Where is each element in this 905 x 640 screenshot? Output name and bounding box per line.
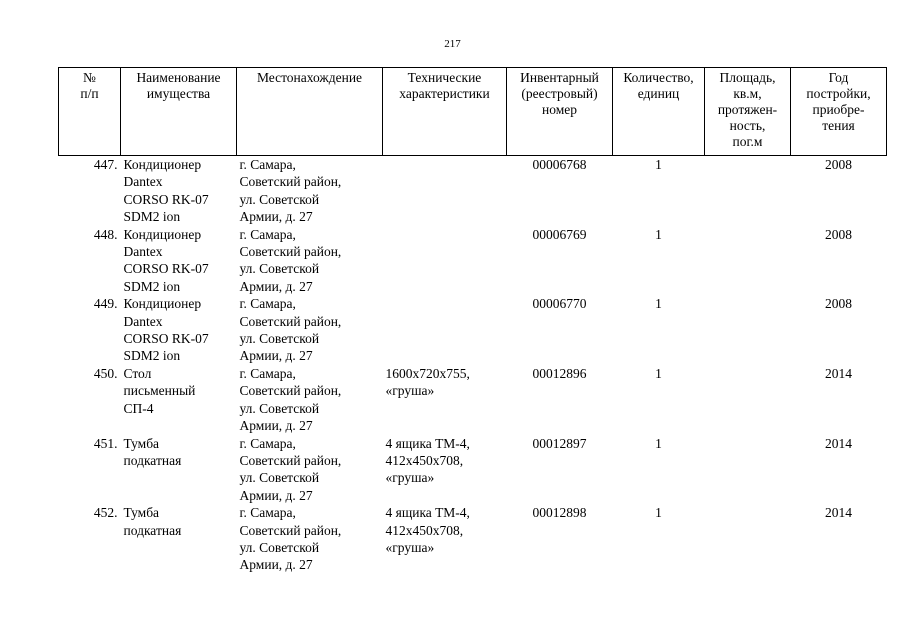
row-number-cell: 452. xyxy=(93,505,118,521)
location-line: Советский район, xyxy=(239,313,342,329)
property-name-line: SDM2 ion xyxy=(123,209,181,225)
property-name-line: Кондиционер xyxy=(123,157,202,172)
property-name-line: CORSO RK-07 xyxy=(123,191,209,207)
row-number-cell: 448. xyxy=(93,226,118,242)
location-line: Советский район, xyxy=(239,244,342,260)
location-cell xyxy=(237,504,383,574)
property-name-line: CORSO RK-07 xyxy=(123,261,209,277)
property-name-line: SDM2 ion xyxy=(123,348,181,364)
location-line: ул. Советской xyxy=(239,400,320,416)
table-body xyxy=(59,156,887,574)
specifications-cell xyxy=(383,156,507,226)
specifications-line: «груша» xyxy=(385,383,435,399)
year-cell: 2014 xyxy=(825,435,852,451)
property-name-line: Тумба xyxy=(123,435,160,451)
location-line: ул. Советской xyxy=(239,191,320,207)
header-area: Площадь, кв.м, протяжен- ность, пог.м xyxy=(705,68,791,156)
location-line: г. Самара, xyxy=(239,435,296,451)
property-name-line: подкатная xyxy=(123,522,182,538)
header-inventory-number: Инвентарный (реестровый) номер xyxy=(507,68,613,156)
table-row xyxy=(59,295,887,365)
location-line: ул. Советской xyxy=(239,539,320,555)
table-row xyxy=(59,504,887,574)
inventory-number-cell: 00006768 xyxy=(532,157,587,172)
area-cell xyxy=(705,226,791,296)
area-cell xyxy=(705,156,791,226)
row-number-cell: 449. xyxy=(93,296,118,312)
location-line: г. Самара, xyxy=(239,365,296,381)
location-line: Советский район, xyxy=(239,522,342,538)
location-line: г. Самара, xyxy=(239,505,296,521)
quantity-cell: 1 xyxy=(655,435,662,451)
row-number-cell: 447. xyxy=(93,157,118,172)
property-name-line: SDM2 ion xyxy=(123,278,181,294)
property-name-line: Кондиционер xyxy=(123,226,202,242)
property-name-line: Стол xyxy=(123,365,152,381)
inventory-number-cell: 00006769 xyxy=(532,226,587,242)
specifications-line: 4 ящика ТМ-4, xyxy=(385,505,470,521)
property-name-line: Dantex xyxy=(123,174,163,190)
property-name-line: Dantex xyxy=(123,313,163,329)
header-property-name: Наименование имущества xyxy=(121,68,237,156)
row-number-cell: 450. xyxy=(93,365,118,381)
quantity-cell: 1 xyxy=(655,505,662,521)
specifications-line: «груша» xyxy=(385,470,435,486)
property-name-cell xyxy=(121,226,237,296)
location-cell xyxy=(237,365,383,435)
inventory-number-cell: 00006770 xyxy=(532,296,587,312)
table-row xyxy=(59,365,887,435)
header-location: Местонахождение xyxy=(237,68,383,156)
table-header xyxy=(59,68,887,156)
year-cell: 2008 xyxy=(825,157,852,172)
page-number: 217 xyxy=(444,38,461,50)
inventory-number-cell: 00012898 xyxy=(532,505,587,521)
location-line: г. Самара, xyxy=(239,296,296,312)
table-row xyxy=(59,435,887,505)
row-number-cell: 451. xyxy=(93,435,118,451)
property-name-cell xyxy=(121,365,237,435)
header-specs: Технические характеристики xyxy=(383,68,507,156)
area-cell xyxy=(705,435,791,505)
specifications-cell xyxy=(383,226,507,296)
property-name-line: подкатная xyxy=(123,452,182,468)
location-cell xyxy=(237,156,383,226)
location-line: ул. Советской xyxy=(239,261,320,277)
specifications-line: 412x450x708, xyxy=(385,522,464,538)
header-quantity: Количество, единиц xyxy=(613,68,705,156)
property-name-line: письменный xyxy=(123,383,196,399)
quantity-cell: 1 xyxy=(655,296,662,312)
year-cell: 2008 xyxy=(825,296,852,312)
location-line: Армии, д. 27 xyxy=(239,487,313,503)
location-line: Армии, д. 27 xyxy=(239,348,313,364)
property-name-cell xyxy=(121,504,237,574)
location-line: г. Самара, xyxy=(239,157,296,172)
property-name-line: СП-4 xyxy=(123,400,154,416)
location-line: г. Самара, xyxy=(239,226,296,242)
location-cell xyxy=(237,226,383,296)
property-name-line: CORSO RK-07 xyxy=(123,331,209,347)
specifications-line: 4 ящика ТМ-4, xyxy=(385,435,470,451)
quantity-cell: 1 xyxy=(655,157,662,172)
area-cell xyxy=(705,365,791,435)
table-row xyxy=(59,226,887,296)
location-line: ул. Советской xyxy=(239,331,320,347)
specifications-line: 412x450x708, xyxy=(385,452,464,468)
location-line: Армии, д. 27 xyxy=(239,209,313,225)
area-cell xyxy=(705,504,791,574)
specifications-line: 1600x720x755, xyxy=(385,365,470,381)
location-line: Советский район, xyxy=(239,174,342,190)
property-name-line: Кондиционер xyxy=(123,296,202,312)
quantity-cell: 1 xyxy=(655,365,662,381)
specifications-cell xyxy=(383,504,507,574)
year-cell: 2014 xyxy=(825,365,852,381)
header-year: Год постройки, приобре- тения xyxy=(791,68,887,156)
location-line: Армии, д. 27 xyxy=(239,278,313,294)
year-cell: 2008 xyxy=(825,226,852,242)
specifications-line: «груша» xyxy=(385,539,435,555)
location-line: Армии, д. 27 xyxy=(239,418,313,434)
location-line: ул. Советской xyxy=(239,470,320,486)
location-cell xyxy=(237,295,383,365)
location-line: Армии, д. 27 xyxy=(239,557,313,573)
property-name-cell xyxy=(121,156,237,226)
area-cell xyxy=(705,295,791,365)
inventory-number-cell: 00012896 xyxy=(532,365,587,381)
inventory-number-cell: 00012897 xyxy=(532,435,587,451)
property-name-cell xyxy=(121,295,237,365)
property-name-line: Dantex xyxy=(123,244,163,260)
location-line: Советский район, xyxy=(239,452,342,468)
year-cell: 2014 xyxy=(825,505,852,521)
location-line: Советский район, xyxy=(239,383,342,399)
table-row xyxy=(59,156,887,226)
specifications-cell xyxy=(383,435,507,505)
header-number: № п/п xyxy=(59,68,121,156)
specifications-cell xyxy=(383,365,507,435)
property-registry-table xyxy=(58,67,887,574)
specifications-cell xyxy=(383,295,507,365)
property-name-cell xyxy=(121,435,237,505)
property-name-line: Тумба xyxy=(123,505,160,521)
location-cell xyxy=(237,435,383,505)
quantity-cell: 1 xyxy=(655,226,662,242)
